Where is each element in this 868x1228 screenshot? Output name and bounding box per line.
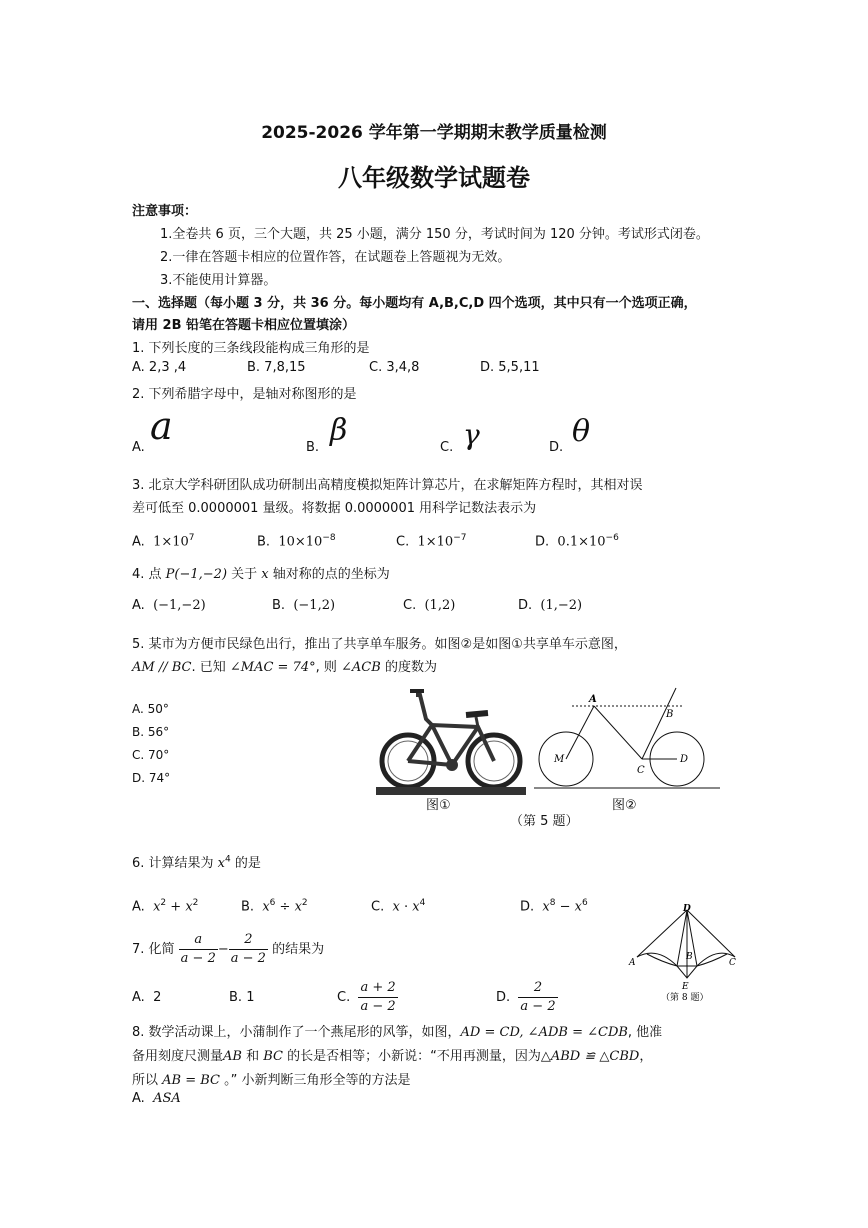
q6-option-c: C. $x \cdot x^4$ <box>371 898 426 915</box>
theta-glyph: θ <box>572 414 591 449</box>
figure-5-caption: （第 5 题） <box>510 814 579 829</box>
gamma-glyph: γ <box>463 418 480 451</box>
q4-option-c: C. (1,2) <box>403 598 456 613</box>
notice-item: 3.不能使用计算器。 <box>160 273 277 288</box>
question-3-stem-cont: 差可低至 0.0000001 量级。将数据 0.0000001 用科学记数法表示为 <box>132 501 537 516</box>
q5-option-b: B. 56° <box>132 725 170 739</box>
point-c-label: C <box>637 765 645 776</box>
q7-option-b: B. 1 <box>229 990 255 1005</box>
q5-option-d: D. 74° <box>132 771 171 785</box>
point-e-label: E <box>682 982 689 992</box>
notice-item: 2.一律在答题卡相应的位置作答，在试题卷上答题视为无效。 <box>160 250 511 265</box>
question-8-stem-cont: 备用刻度尺测量AB 和 BC 的长是否相等；小新说：“不用再测量，因为△ABD ≌ △CBD， <box>132 1049 653 1064</box>
question-4-stem: 4. 点 P(−1,−2) 关于 x 轴对称的点的坐标为 <box>132 567 390 582</box>
section-heading: 一、选择题（每小题 3 分，共 36 分。每小题均有 A,B,C,D 四个选项，其中只有一个选项正确， <box>132 296 697 311</box>
q5-option-c: C. 70° <box>132 748 170 762</box>
kite-figure <box>627 902 745 1002</box>
point-m-label: M <box>554 754 565 765</box>
q6-option-d: D. $x^8 - x^6$ <box>520 898 588 915</box>
q2-label-b: B. <box>306 440 320 455</box>
point-d-label: D <box>683 904 691 914</box>
q5-option-a: A. 50° <box>132 702 169 716</box>
q7-option-d: D. $\frac{2}{a - 2}$ <box>496 980 556 1014</box>
point-a-label: A <box>589 694 597 705</box>
question-1-stem: 1. 下列长度的三条线段能构成三角形的是 <box>132 341 370 356</box>
alpha-glyph: a <box>150 404 173 448</box>
point-d-label: D <box>680 754 689 765</box>
question-3-stem: 3. 北京大学科研团队成功研制出高精度模拟矩阵计算芯片，在求解矩阵方程时，其相对误 <box>132 478 643 493</box>
q6-option-a: A. $x^2 + x^2$ <box>132 898 199 915</box>
question-8-stem: 8. 数学活动课上，小蒲制作了一个燕尾形的风筝，如图，AD = CD, ∠ADB = ∠CDB, 他准 <box>132 1025 663 1040</box>
bicycle-illustration <box>376 683 526 795</box>
question-2-stem: 2. 下列希腊字母中，是轴对称图形的是 <box>132 387 357 402</box>
question-7-stem: 7. 化简 $\frac{a}{a - 2}$ − $\frac{2}{a - 2}$ 的结果为 <box>132 932 325 966</box>
q1-option-d: D. 5,5,11 <box>480 360 540 375</box>
beta-glyph: β <box>330 413 348 448</box>
q4-option-b: B. (−1,2) <box>272 598 336 613</box>
point-b-label: B <box>666 709 674 720</box>
q3-option-b: B. $10\times 10^{-8}$ <box>257 533 336 550</box>
q4-option-a: A. (−1,−2) <box>132 598 206 613</box>
q2-label-d: D. <box>549 440 564 455</box>
q2-label-a: A. <box>132 440 145 455</box>
point-a-label: A <box>629 958 636 968</box>
q3-option-a: A. $1\times 10^7$ <box>132 533 195 550</box>
q3-option-c: C. $1\times 10^{-7}$ <box>396 533 467 550</box>
q1-option-b: B. 7,8,15 <box>247 360 306 375</box>
notice-heading: 注意事项： <box>132 204 198 219</box>
point-b-label: B <box>686 952 693 962</box>
bicycle-schematic <box>534 684 720 796</box>
figure-1-label: 图① <box>426 798 451 813</box>
question-5-stem-cont: AM // BC. 已知 ∠MAC = 74°, 则 ∠ACB 的度数为 <box>132 660 437 675</box>
q1-option-a: A. 2,3 ,4 <box>132 360 187 375</box>
fraction-2-over-a-minus-2: $\frac{2}{a - 2}$ <box>230 932 266 966</box>
q2-label-c: C. <box>440 440 454 455</box>
figure-2-label: 图② <box>612 798 637 813</box>
paper-title: 八年级数学试题卷 <box>338 164 530 192</box>
figure-8-caption: （第 8 题） <box>661 993 709 1002</box>
q4-option-d: D. (1,−2) <box>518 598 583 613</box>
question-5-stem: 5. 某市为方便市民绿色出行，推出了共享单车服务。如图②是如图①共享单车示意图， <box>132 637 627 652</box>
point-c-label: C <box>729 958 736 968</box>
q6-option-b: B. $x^6 \div x^2$ <box>241 898 308 915</box>
question-6-stem: 6. 计算结果为 $x^4$ 的是 <box>132 854 261 871</box>
q7-option-c: C. $\frac{a + 2}{a - 2}$ <box>337 980 396 1014</box>
question-8-stem-cont2: 所以 AB = BC 。” 小新判断三角形全等的方法是 <box>132 1073 411 1088</box>
notice-item: 1.全卷共 6 页，三个大题，共 25 小题，满分 150 分，考试时间为 120 分钟。考试形式闭卷。 <box>160 227 709 242</box>
section-heading-cont: 请用 2B 铅笔在答题卡相应位置填涂） <box>132 318 356 333</box>
exam-title: 2025-2026 学年第一学期期末教学质量检测 <box>261 123 607 143</box>
q8-option-a: A. ASA <box>132 1091 181 1106</box>
q1-option-c: C. 3,4,8 <box>369 360 420 375</box>
q3-option-d: D. $0.1\times 10^{-6}$ <box>535 533 619 550</box>
fraction-a-over-a-minus-2: $\frac{a}{a - 2}$ <box>180 932 216 966</box>
q7-option-a: A. 2 <box>132 990 162 1005</box>
